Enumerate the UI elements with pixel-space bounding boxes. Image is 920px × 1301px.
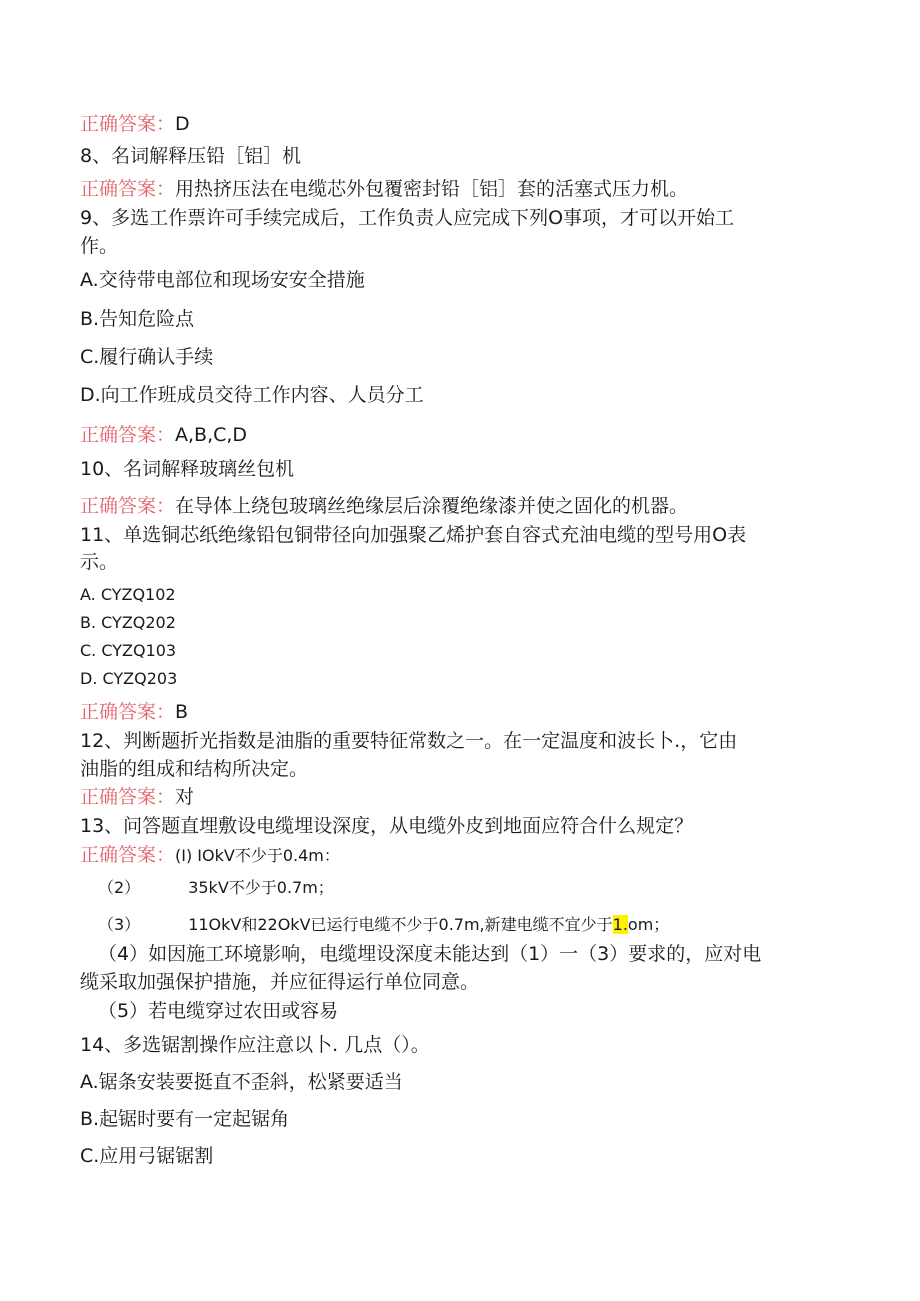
answer-line-11 [80, 700, 188, 724]
answer-value: 对 [175, 786, 195, 808]
q14-option-b: B.起锯时要有一定起锯角 [80, 1108, 290, 1130]
item-number: （2） [98, 878, 141, 897]
question-12-line-1: 12、判断题折光指数是油脂的重要特征常数之一。在一定温度和波长卜.，它由 [80, 730, 738, 752]
item-text: 35kV不少于0.7m； [188, 878, 334, 897]
q9-option-c: C.履行确认手续 [80, 346, 214, 368]
q14-option-c: C.应用弓锯锯割 [80, 1145, 214, 1167]
answer-line-10 [80, 494, 688, 518]
q13-item-5: （5）若电缆穿过农田或容易 [98, 1000, 339, 1022]
question-9-line-2: 作。 [80, 235, 119, 257]
q13-item-3 [98, 913, 669, 937]
answer-line-12 [80, 785, 194, 809]
answer-value: (I) IOkV不少于0.4m： [175, 846, 340, 865]
answer-value: 在导体上绕包玻璃丝绝缘层后涂覆绝缘漆并使之固化的机器。 [175, 495, 689, 517]
answer-value: B [175, 701, 189, 723]
question-12-line-2: 油脂的组成和结构所决定。 [80, 758, 309, 780]
question-9-line-1: 9、多选工作票许可手续完成后，工作负责人应完成下列O事项，才可以开始工 [80, 207, 735, 229]
q9-option-d: D.向工作班成员交待工作内容、人员分工 [80, 384, 424, 406]
q11-option-d: D. CYZQ203 [80, 669, 178, 688]
question-11-line-1: 11、单选铜芯纸绝缘铅包铜带径向加强聚乙烯护套自容式充油电缆的型号用O表 [80, 524, 747, 546]
answer-label: 正确答案： [80, 701, 176, 723]
q13-item-4-line-1: （4）如因施工环境影响，电缆埋设深度未能达到（1）一（3）要求的，应对电 [98, 943, 762, 965]
answer-label: 正确答案： [80, 178, 176, 200]
q13-item-2 [98, 876, 334, 900]
item-text-end: om； [627, 915, 670, 934]
answer-value: 用热挤压法在电缆芯外包覆密封铅［铝］套的活塞式压力机。 [175, 178, 689, 200]
item-text: 11OkV和22OkV已运行电缆不少于0.7m,新建电缆不宜少于 [188, 915, 613, 934]
answer-line-7 [80, 112, 190, 136]
highlighted-text: 1. [612, 915, 628, 934]
q9-option-b: B.告知危险点 [80, 308, 195, 330]
item-number: （3） [98, 915, 141, 934]
q14-option-a: A.锯条安装要挺直不歪斜，松紧要适当 [80, 1071, 403, 1093]
answer-value: D [175, 113, 190, 135]
q11-option-c: C. CYZQ103 [80, 641, 177, 660]
question-13: 13、问答题直埋敷设电缆埋设深度，从电缆外皮到地面应符合什么规定？ [80, 815, 694, 837]
question-11-line-2: 示。 [80, 551, 119, 573]
answer-label: 正确答案： [80, 495, 176, 517]
q9-option-a: A.交待带电部位和现场安安全措施 [80, 269, 365, 291]
answer-line-8 [80, 177, 688, 201]
q13-item-4-line-2: 缆采取加强保护措施，并应征得运行单位同意。 [80, 971, 480, 993]
answer-label: 正确答案： [80, 113, 176, 135]
question-14: 14、多选锯割操作应注意以卜. 几点（）。 [80, 1034, 430, 1056]
question-8: 8、名词解释压铅［铝］机 [80, 145, 302, 167]
answer-label: 正确答案： [80, 424, 176, 446]
answer-line-9 [80, 423, 247, 447]
q11-option-b: B. CYZQ202 [80, 613, 176, 632]
q11-option-a: A. CYZQ102 [80, 585, 176, 604]
answer-label: 正确答案： [80, 786, 176, 808]
answer-value: A,B,C,D [175, 424, 248, 446]
question-10: 10、名词解释玻璃丝包机 [80, 458, 295, 480]
answer-label: 正确答案： [80, 844, 176, 866]
answer-line-13 [80, 843, 340, 868]
